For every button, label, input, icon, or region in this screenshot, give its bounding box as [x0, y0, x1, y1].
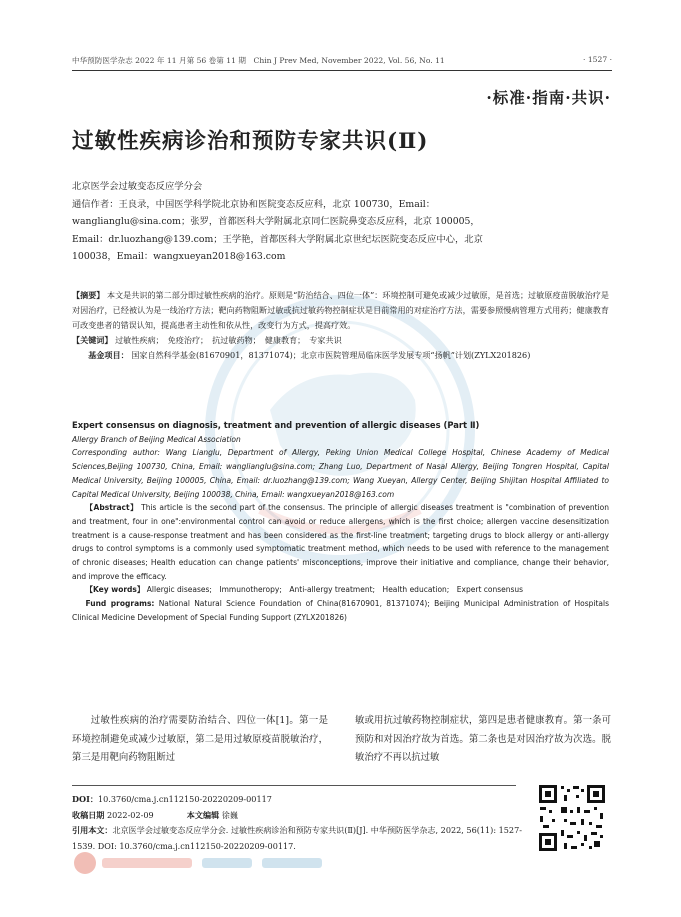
authors-block [72, 178, 512, 266]
received-date: 2022-02-09 [106, 809, 154, 820]
keywords-text: 过敏性疾病； 免疫治疗； 抗过敏药物； 健康教育； 专家共识 [115, 335, 342, 345]
citation-text: 北京医学会过敏变态反应学分会. 过敏性疾病诊治和预防专家共识(Ⅱ)[J]. 中华预防医学杂志, 2022, 56(11): 1527-1539. DOI: 10.3760/cma.j.cn112150-20220209-00117. [72, 825, 522, 851]
journal-header: 中华预防医学杂志 2022 年 11 月第 56 卷第 11 期 Chin J Prev Med, November 2022, Vol. 56, No. 11 [72, 56, 445, 65]
keywords-label: 【关键词】 [72, 335, 113, 345]
english-title: Expert consensus on diagnosis, treatment and prevention of allergic diseases (Part Ⅱ) [72, 420, 480, 430]
english-org: Allergy Branch of Beijing Medical Association [72, 434, 241, 444]
abstract-label: 【摘要】 [72, 290, 105, 300]
received-label: 收稿日期 [72, 809, 105, 820]
fund-text: 国家自然科学基金(81670901，81371074)；北京市医院管理局临床医学发展专项“扬帆”计划(ZYLX201826) [131, 350, 531, 360]
body-column-left: 过敏性疾病的治疗需要防治结合、四位一体[1]。第一是环境控制避免或减少过敏原，第二是用过敏原疫苗脱敏治疗，第三是用靶向药物阻断过 [72, 715, 328, 763]
editor-name: 徐巍 [221, 809, 238, 820]
english-fund-text: National Natural Science Foundation of China(81670901, 81371074); Beijing Municipal Administration of Hospitals Clinical Medicine Development of Special Funding Support (ZYLX201826) [72, 599, 609, 622]
article-footer [72, 792, 542, 854]
qr-code[interactable] [537, 783, 607, 853]
cite-label: 引用本文： [72, 825, 113, 835]
author-org: 北京医学会过敏变态反应学分会 [72, 181, 203, 192]
english-abstract [72, 419, 609, 625]
english-abstract-text: This article is the second part of the consensus. The principle of allergic diseases treatment is "combination of prevention and treatment, four in one":environmental control can avoid or reduce allergens, which is the first choice; allergen vaccine desensitization treatment is a cause-response treatment and has been considered as the first-line treatment; targeting drugs to block allergy or anti-allergy drugs to control symptoms is a commonly used symptomatic treatment method, which needs to be used with reference to the management of chronic diseases; Health education can change patients' misconceptions, improve their initiative and compliance, change their behavior, and improve the efficacy. [72, 503, 609, 581]
doi-label: DOI： [72, 794, 98, 804]
english-keywords-label: 【Key words】 [85, 585, 145, 595]
editor-label: 本文编辑 [186, 809, 220, 820]
running-header [72, 55, 612, 69]
journal-logo-watermark [72, 850, 332, 876]
english-keywords-text: Allergic diseases; Immunotheropy; Anti-allergy treatment; Health education; Expert consensus [146, 585, 524, 595]
page-number: · 1527 · [583, 55, 612, 64]
article-title: 过敏性疾病诊治和预防专家共识(Ⅱ) [72, 129, 429, 154]
english-correspondence: Corresponding author: Wang Lianglu, Department of Allergy, Peking Union Medical College Hospital, Chinese Academy of Medical Sciences,Beijing 100730, China, Email: wanglianglu@sina.com; Zhang Luo, Department of Nasal Allergy, Beijing Tongren Hospital, Capital Medical University, Beijing 100005, China, Email: dr.luozhang@139.com; Wang Xueyan, Allergy Center, Beijing Shijitan Hospital Affiliated to Capital Medical University, Beijing 100038, China, Email: wangxueyan2018@163.com [72, 448, 609, 499]
section-label: ·标准·指南·共识· [486, 88, 611, 107]
fund-label: 基金项目： [88, 350, 129, 360]
abstract-text: 本文是共识的第二部分即过敏性疾病的治疗。原则是“防治结合、四位一体”：环境控制可避免或减少过敏原，是首选；过敏原疫苗脱敏治疗是对因治疗，已经被认为是一线治疗方法；靶向药物阻断过敏或抗过敏药物控制症状是目前常用的对症治疗方法，需要参照慢病管理方式用药；健康教育可改变患者的错误认知，提高患者主动性和依从性，改变行为方式，提高疗效。 [72, 290, 609, 330]
author-correspondence: 通信作者：王良录，中国医学科学院北京协和医院变态反应科，北京 100730，Email：wanglianglu@sina.com；张罗，首都医科大学附属北京同仁医院鼻变态反应科，北京 100005，Email：dr.luozhang@139.com；王学艳，首都医科大学附属北京世纪坛医院变态反应中心，北京 100038，Email：wangxueyan2018@163.com [72, 198, 483, 262]
english-fund-label: Fund programs: [85, 599, 155, 609]
body-column-right: 敏或用抗过敏药物控制症状，第四是患者健康教育。第一条可预防和对因治疗故为首选。第二条也是对因治疗故为次选。脱敏治疗不再以抗过敏 [355, 715, 611, 763]
english-abstract-label: 【Abstract】 [85, 503, 139, 513]
header-rule [72, 70, 612, 71]
doi-value[interactable]: 10.3760/cma.j.cn112150-20220209-00117 [97, 794, 272, 804]
chinese-abstract [72, 288, 609, 363]
footer-rule [72, 785, 516, 786]
